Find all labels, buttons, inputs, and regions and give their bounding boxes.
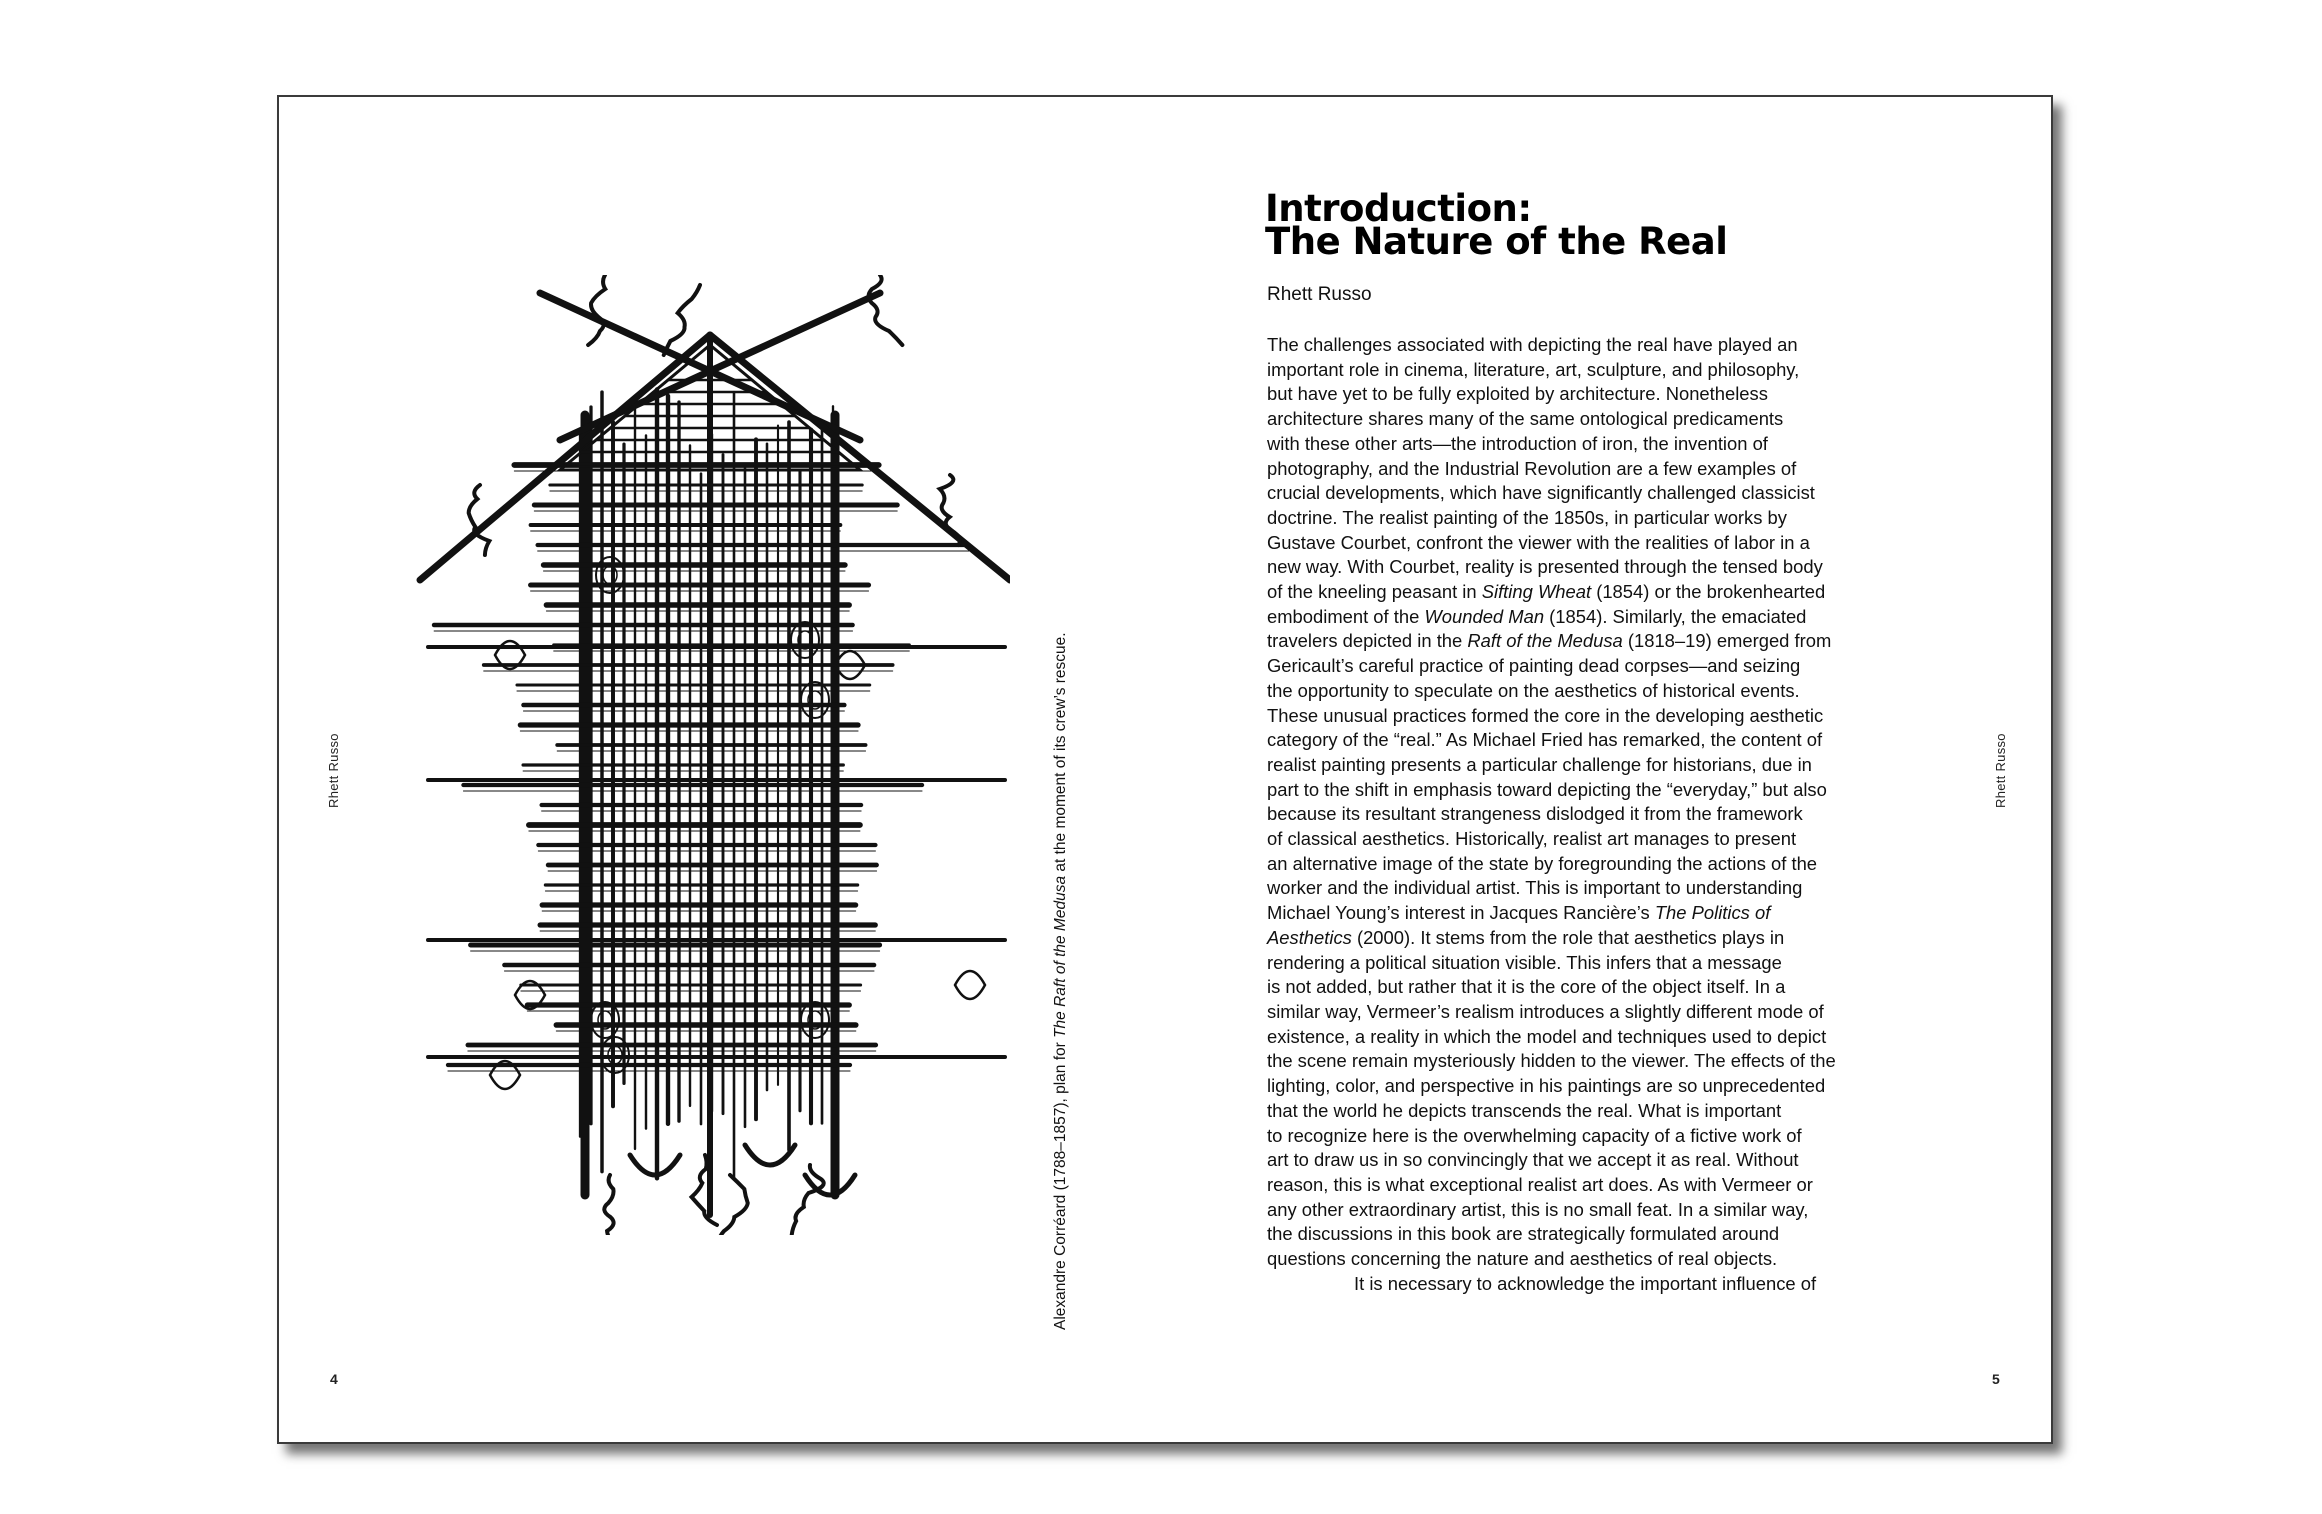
body-line (1267, 876, 1957, 901)
body-line (1267, 926, 1957, 951)
body-segment: part to the shift in emphasis toward depicting the “everyday,” but also (1267, 778, 1827, 800)
body-segment: (2000). It stems from the role that aesthetics plays in (1351, 926, 1785, 948)
body-line (1267, 975, 1957, 1000)
body-line (1267, 802, 1957, 827)
body-segment: (1854) or the brokenhearted (1591, 581, 1826, 603)
body-segment: category of the “real.” As Michael Fried has remarked, the content of (1267, 729, 1823, 751)
raft-illustration (410, 275, 1010, 1235)
body-segment: architecture shares many of the same ontological predicaments (1267, 408, 1784, 430)
caption-text-end: at the moment of its crew’s rescue. (1052, 632, 1069, 876)
body-segment: Gustave Courbet, confront the viewer with the realities of labor in a (1267, 531, 1810, 553)
body-line (1267, 555, 1957, 580)
body-line (1267, 629, 1957, 654)
page-number-right: 5 (1992, 1371, 2000, 1387)
chapter-title-line2: The Nature of the Real (1265, 220, 1728, 263)
body-segment: questions concerning the nature and aesthetics of real objects. (1267, 1248, 1778, 1270)
body-line (1267, 407, 1957, 432)
body-line (1267, 753, 1957, 778)
chapter-title-line1: Introduction: (1265, 187, 1532, 230)
body-segment: Michael Young’s interest in Jacques Rancière’s (1267, 902, 1655, 924)
body-line (1267, 580, 1957, 605)
figure-caption (1052, 632, 1070, 1330)
body-segment: photography, and the Industrial Revolution are a few examples of (1267, 457, 1797, 479)
body-segment: any other extraordinary artist, this is no small feat. In a similar way, (1267, 1198, 1809, 1220)
body-line (1267, 1222, 1957, 1247)
italic-title: Aesthetics (1267, 926, 1352, 948)
body-line (1267, 432, 1957, 457)
body-line (1267, 1124, 1957, 1149)
body-segment: realist painting presents a particular challenge for historians, due in (1267, 753, 1812, 775)
body-segment: These unusual practices formed the core in the developing aesthetic (1267, 704, 1824, 726)
caption-artwork-title: The Raft of the Medusa (1052, 875, 1069, 1038)
body-line (1267, 1272, 1957, 1297)
body-segment: (1854). Similarly, the emaciated (1544, 605, 1807, 627)
body-line (1267, 728, 1957, 753)
body-segment: is not added, but rather that it is the core of the object itself. In a (1267, 976, 1786, 998)
body-line (1267, 1074, 1957, 1099)
body-line (1267, 704, 1957, 729)
body-line (1267, 901, 1957, 926)
body-segment: The challenges associated with depicting the real have played an (1267, 334, 1798, 355)
italic-title: The Politics of (1654, 902, 1771, 924)
body-segment: It is necessary to acknowledge the important influence of (1354, 1272, 1817, 1294)
body-line (1267, 827, 1957, 852)
chapter-author: Rhett Russo (1267, 284, 1372, 305)
body-line (1267, 382, 1957, 407)
body-segment: important role in cinema, literature, art, sculpture, and philosophy, (1267, 358, 1800, 380)
body-segment: rendering a political situation visible. This infers that a message (1267, 951, 1782, 973)
body-segment: the discussions in this book are strategically formulated around (1267, 1223, 1780, 1245)
body-segment: of classical aesthetics. Historically, realist art manages to present (1267, 828, 1797, 850)
body-segment: the scene remain mysteriously hidden to the viewer. The effects of the (1267, 1050, 1836, 1072)
body-line (1267, 333, 1957, 358)
body-line (1267, 1049, 1957, 1074)
body-line (1267, 1025, 1957, 1050)
body-line (1267, 1247, 1957, 1272)
body-segment: embodiment of the (1267, 605, 1425, 627)
body-segment: to recognize here is the overwhelming capacity of a fictive work of (1267, 1124, 1802, 1146)
body-segment: existence, a reality in which the model and techniques used to depict (1267, 1025, 1827, 1047)
body-line (1267, 778, 1957, 803)
body-line (1267, 531, 1957, 556)
body-line (1267, 358, 1957, 383)
body-segment: doctrine. The realist painting of the 1850s, in particular works by (1267, 506, 1787, 528)
body-segment: that the world he depicts transcends the real. What is important (1267, 1099, 1782, 1121)
body-segment: worker and the individual artist. This is important to understanding (1267, 877, 1803, 899)
body-segment: of the kneeling peasant in (1267, 581, 1482, 603)
body-segment: Gericault’s careful practice of painting dead corpses—and seizing (1267, 655, 1801, 677)
running-head-right: Rhett Russo (1993, 733, 2008, 808)
body-line (1267, 1099, 1957, 1124)
body-line (1267, 654, 1957, 679)
body-line (1267, 1198, 1957, 1223)
body-segment: an alternative image of the state by foregrounding the actions of the (1267, 852, 1818, 874)
body-line (1267, 852, 1957, 877)
body-segment: because its resultant strangeness dislodged it from the framework (1267, 803, 1803, 825)
body-segment: new way. With Courbet, reality is presented through the tensed body (1267, 556, 1823, 578)
body-segment: (1818–19) emerged from (1622, 630, 1832, 652)
italic-title: Raft of the Medusa (1467, 630, 1623, 652)
running-head-left: Rhett Russo (326, 733, 341, 808)
body-segment: lighting, color, and perspective in his paintings are so unprecedented (1267, 1075, 1826, 1097)
body-line (1267, 951, 1957, 976)
body-segment: the opportunity to speculate on the aesthetics of historical events. (1267, 679, 1800, 701)
body-line (1267, 481, 1957, 506)
body-text (1267, 333, 1957, 1296)
italic-title: Sifting Wheat (1481, 581, 1592, 603)
body-line (1267, 1000, 1957, 1025)
body-line (1267, 605, 1957, 630)
chapter-title (1265, 187, 1728, 263)
body-line (1267, 1148, 1957, 1173)
body-line (1267, 457, 1957, 482)
body-segment: with these other arts—the introduction of iron, the invention of (1267, 432, 1768, 454)
body-segment: travelers depicted in the (1267, 630, 1468, 652)
body-segment: crucial developments, which have significantly challenged classicist (1267, 482, 1815, 504)
body-segment: but have yet to be fully exploited by architecture. Nonetheless (1267, 383, 1768, 405)
caption-text-start: Alexandre Corréard (1788–1857), plan for (1052, 1037, 1069, 1330)
body-line (1267, 679, 1957, 704)
body-segment: art to draw us in so convincingly that we accept it as real. Without (1267, 1149, 1799, 1171)
body-segment: reason, this is what exceptional realist art does. As with Vermeer or (1267, 1173, 1813, 1195)
body-segment: similar way, Vermeer’s realism introduces a slightly different mode of (1267, 1000, 1824, 1022)
body-line (1267, 1173, 1957, 1198)
italic-title: Wounded Man (1424, 605, 1545, 627)
body-line (1267, 506, 1957, 531)
page-number-left: 4 (330, 1371, 338, 1387)
